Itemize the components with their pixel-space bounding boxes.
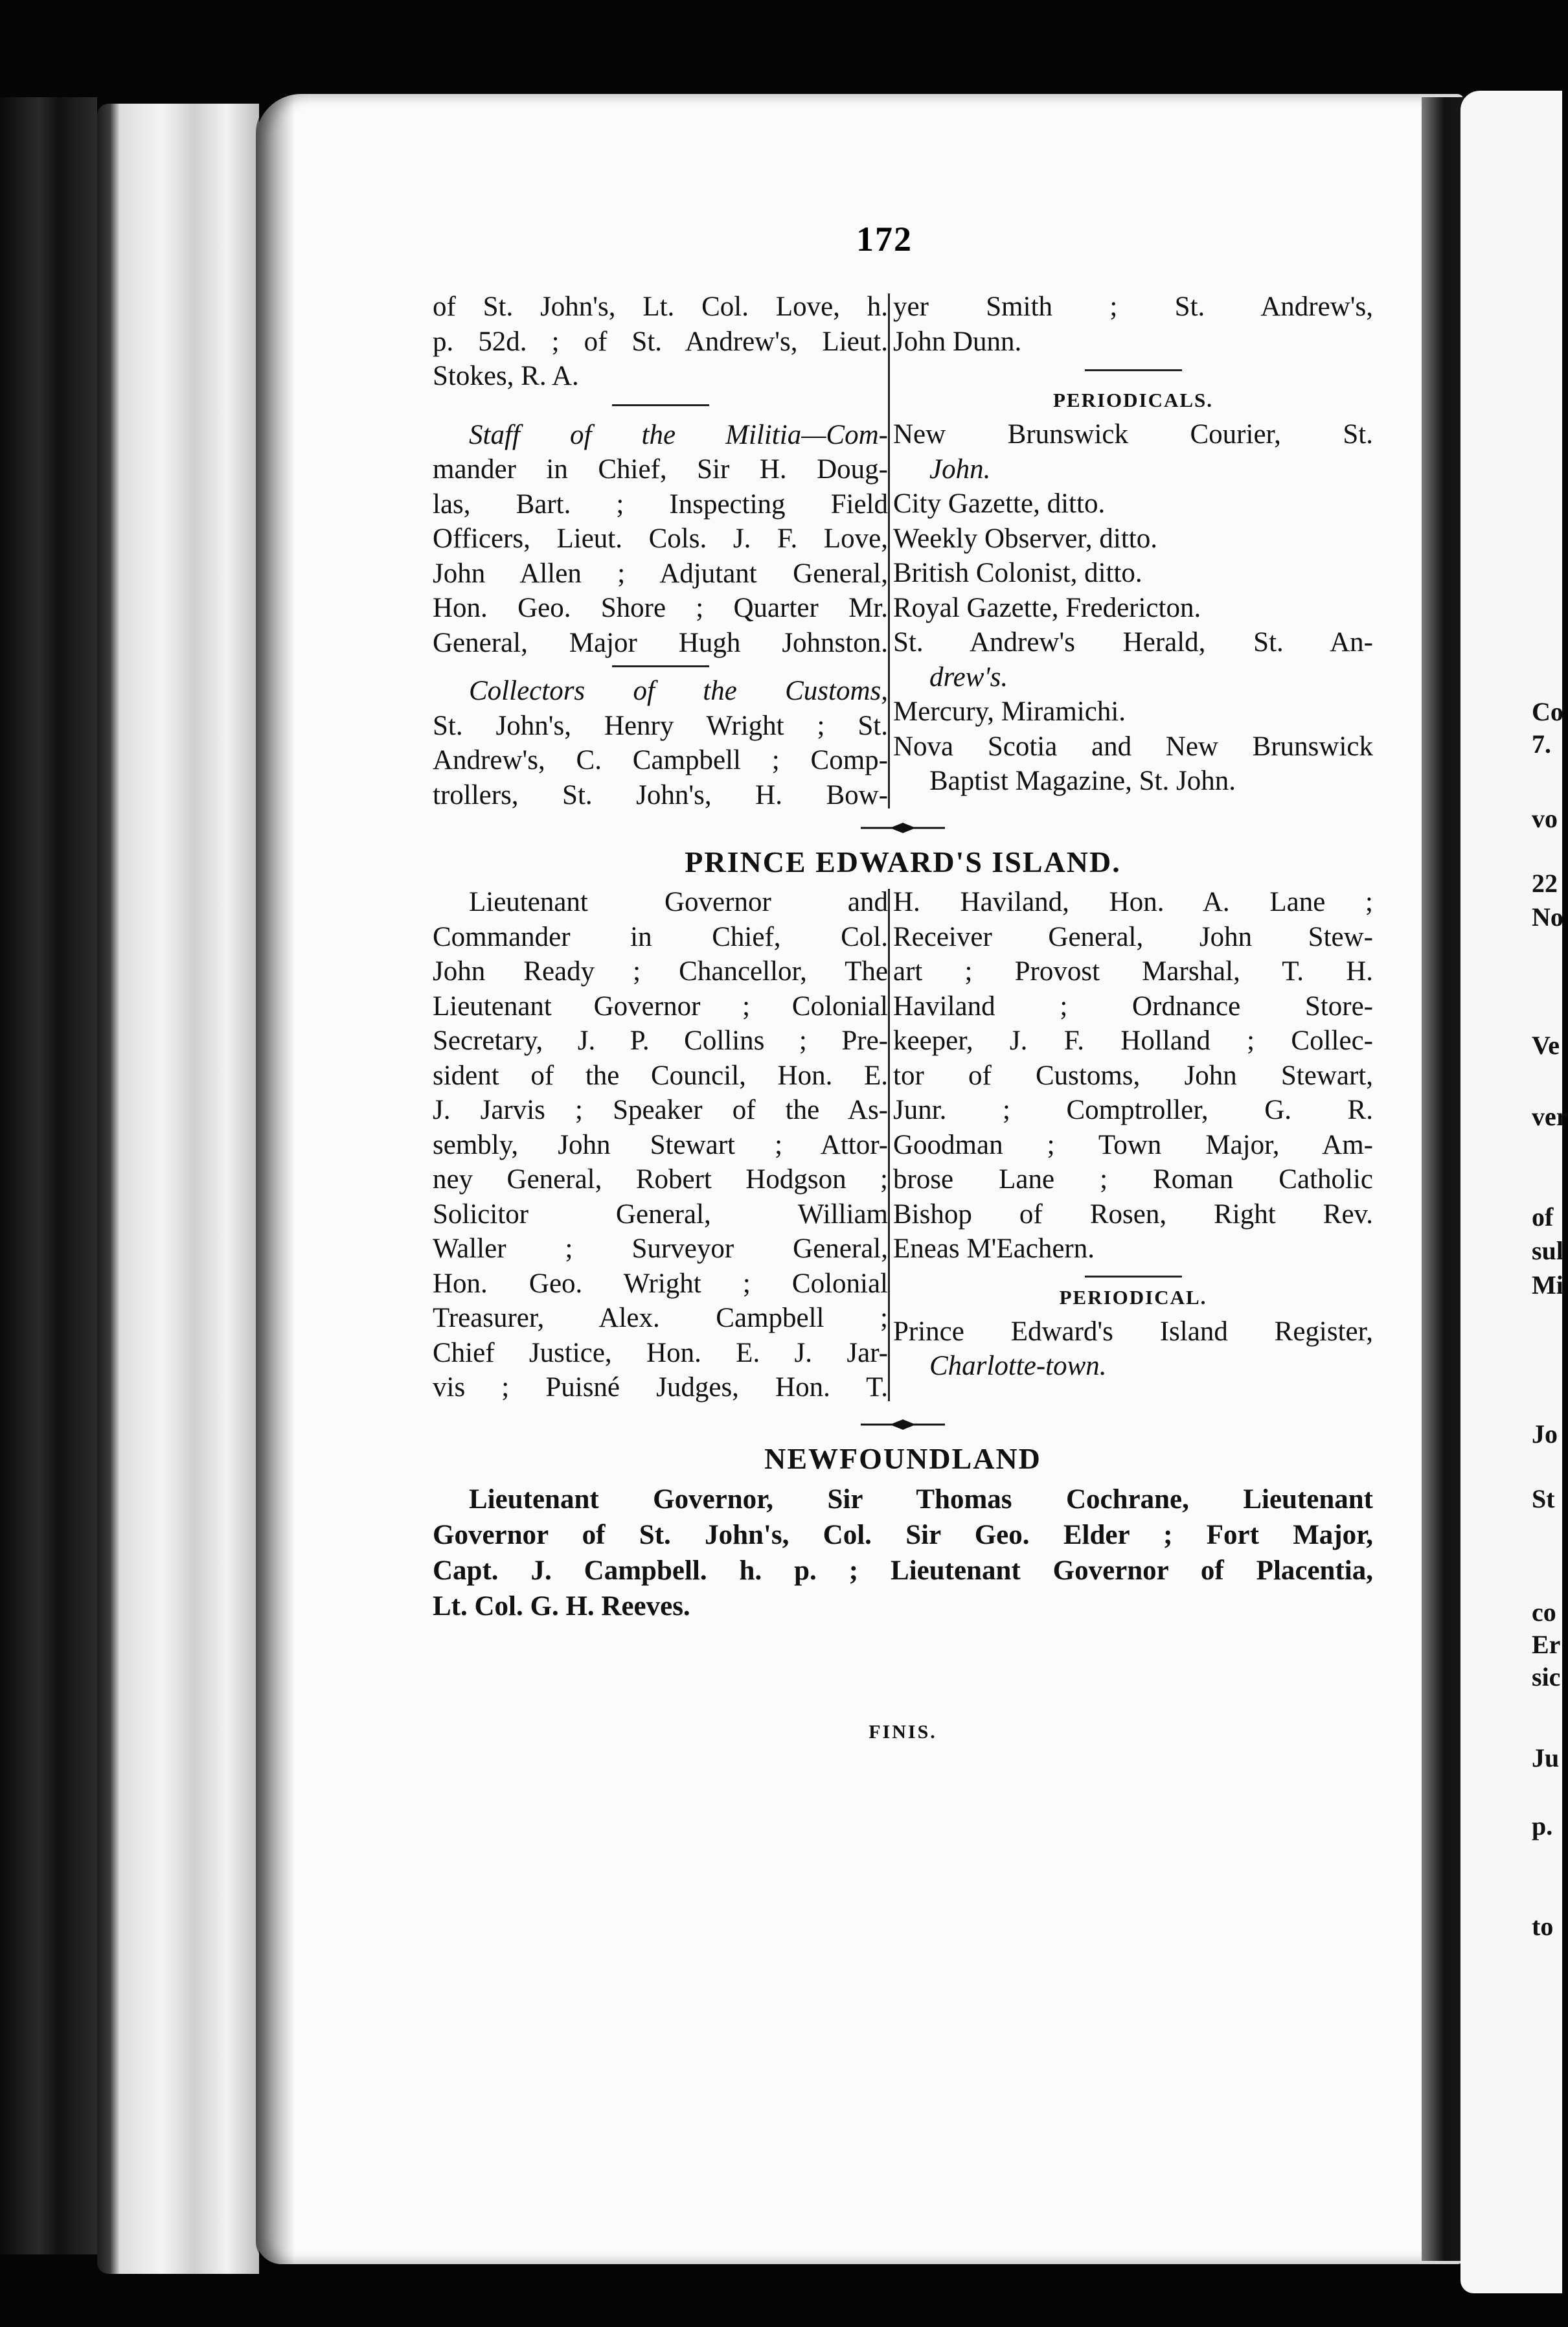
text-line: vis ; Puisné Judges, Hon. T. (433, 1372, 888, 1403)
periodical-entry: City Gazette, ditto. (893, 488, 1106, 519)
periodical-heading: PERIODICAL. (1059, 1285, 1207, 1309)
periodical-entry: Prince Edward's Island Register, (893, 1316, 1373, 1347)
text-line: Andrew's, C. Campbell ; Comp- (433, 745, 888, 775)
page-number: 172 (856, 220, 913, 258)
text-line: Receiver General, John Stew- (893, 921, 1373, 952)
periodical-entry: St. Andrew's Herald, St. An- (893, 627, 1373, 658)
page-stack-edges (97, 104, 259, 2274)
text-line: sembly, John Stewart ; Attor- (433, 1129, 888, 1160)
facing-page-fragment: Ve (1532, 1031, 1560, 1060)
facing-page-edge (1460, 91, 1568, 2293)
newfoundland-paragraph (433, 1482, 1373, 1624)
text-line: Haviland ; Ordnance Store- (893, 991, 1373, 1022)
facing-page-fragment: p. (1532, 1811, 1553, 1840)
book-spine-edge (0, 97, 97, 2254)
text-line: Secretary, J. P. Collins ; Pre- (433, 1026, 888, 1056)
periodical-entry: Weekly Observer, ditto. (893, 523, 1157, 554)
periodical-entry: British Colonist, ditto. (893, 558, 1142, 588)
text-line: Junr. ; Comptroller, G. R. (893, 1095, 1373, 1125)
facing-page-fragment: sic (1532, 1662, 1561, 1691)
text-line: Eneas M'Eachern. (893, 1233, 1095, 1264)
periodical-entry: New Brunswick Courier, St. (893, 419, 1373, 450)
periodical-entry: drew's. (929, 661, 1008, 693)
text-line: Commander in Chief, Col. (433, 921, 888, 952)
section-rule (612, 404, 709, 406)
text-line: St. John's, Henry Wright ; St. (433, 710, 888, 741)
text-line: Lieutenant Governor, Sir Thomas Cochrane, Lieutenant (469, 1484, 1373, 1515)
right-column (893, 290, 1373, 812)
text-line: Treasurer, Alex. Campbell ; (433, 1303, 888, 1333)
column-divider (888, 889, 893, 1401)
section-title-newfoundland: NEWFOUNDLAND (764, 1441, 1041, 1475)
periodicals-heading: PERIODICALS. (1052, 389, 1214, 411)
section-rule (612, 665, 709, 667)
text-line: John Allen ; Adjutant General, (433, 558, 888, 589)
pei-left-column (433, 885, 888, 1405)
periodical-entry: Mercury, Miramichi. (893, 696, 1126, 727)
finis-mark: FINIS. (869, 1721, 937, 1743)
text-line: trollers, St. John's, H. Bow- (433, 779, 888, 810)
text-line: Lt. Col. G. H. Reeves. (433, 1590, 690, 1622)
page-content (433, 214, 1373, 1743)
section-rule (1085, 369, 1182, 371)
pei-columns (433, 885, 1373, 1405)
periodical-entry: John. (929, 453, 991, 485)
new-brunswick-continuation (433, 290, 1373, 812)
facing-page-fragment: to (1532, 1912, 1554, 1941)
page-gutter-shadow (256, 94, 295, 2264)
facing-page-fragment: Co (1532, 697, 1563, 726)
text-line: art ; Provost Marshal, T. H. (893, 956, 1373, 987)
facing-page-fragment: ver (1532, 1102, 1568, 1131)
text-line: Hon. Geo. Shore ; Quarter Mr. (433, 593, 888, 623)
left-column (433, 290, 888, 812)
text-line: Stokes, R. A. (433, 361, 579, 391)
text-line: las, Bart. ; Inspecting Field (433, 488, 888, 520)
facing-page-fragment: Er (1532, 1630, 1561, 1659)
text-line: keeper, J. F. Holland ; Collec- (893, 1026, 1373, 1056)
text-line: Lieutenant Governor ; Colonial (433, 991, 888, 1022)
periodical-entry: Nova Scotia and New Brunswick (893, 731, 1373, 762)
facing-page-fragment: 22 (1532, 869, 1558, 898)
text-line: Governor of St. John's, Col. Sir Geo. Elder ; Fort Major, (433, 1519, 1373, 1550)
periodical-entry: Royal Gazette, Fredericton. (893, 592, 1201, 623)
ornament-divider (861, 820, 945, 836)
text-line: Officers, Lieut. Cols. J. F. Love, (433, 523, 888, 554)
facing-page-fragment: Mi (1532, 1270, 1563, 1300)
ornament-divider (861, 1417, 945, 1432)
section-title-pei: PRINCE EDWARD'S ISLAND. (685, 845, 1121, 878)
facing-page-fragment: co (1532, 1598, 1556, 1627)
facing-page-fragment: No (1532, 902, 1563, 932)
text-line: H. Haviland, Hon. A. Lane ; (893, 887, 1373, 917)
text-line: Hon. Geo. Wright ; Colonial (433, 1268, 888, 1299)
periodical-entry: Charlotte-town. (929, 1351, 1107, 1381)
text-line: J. Jarvis ; Speaker of the As- (433, 1095, 888, 1125)
facing-page-fragment: sul (1532, 1236, 1563, 1265)
text-line: p. 52d. ; of St. Andrew's, Lieut. (433, 326, 888, 357)
text-line: yer Smith ; St. Andrew's, (893, 292, 1373, 322)
facing-page-fragment: vo (1532, 804, 1558, 833)
facing-page-fragment: Jo (1532, 1419, 1558, 1449)
periodical-entry: Baptist Magazine, St. John. (929, 766, 1236, 796)
text-line: tor of Customs, John Stewart, (893, 1060, 1373, 1091)
text-line: Goodman ; Town Major, Am- (893, 1129, 1373, 1160)
text-line: of St. John's, Lt. Col. Love, h. (433, 292, 888, 322)
section-rule (1085, 1276, 1182, 1278)
facing-page-fragment: 7. (1532, 729, 1551, 759)
text-line: sident of the Council, Hon. E. (433, 1060, 888, 1091)
text-line: brose Lane ; Roman Catholic (893, 1164, 1373, 1195)
text-line: John Dunn. (893, 326, 1022, 357)
text-line: Chief Justice, Hon. E. J. Jar- (433, 1337, 888, 1368)
pei-right-column (893, 885, 1373, 1405)
column-divider (888, 293, 893, 808)
facing-page-fragment: St (1532, 1484, 1555, 1513)
text-line: Lieutenant Governor and (469, 887, 888, 917)
text-line: Capt. J. Campbell. h. p. ; Lieutenant Governor of Placentia, (433, 1555, 1373, 1586)
text-line: ney General, Robert Hodgson ; (433, 1164, 888, 1195)
facing-page-fragment: Ju (1532, 1743, 1560, 1772)
text-line: Solicitor General, William (433, 1198, 888, 1230)
text-line: Collectors of the Customs, (469, 676, 888, 706)
text-line: Staff of the Militia—Com- (469, 419, 888, 450)
text-line: Bishop of Rosen, Right Rev. (893, 1198, 1373, 1230)
text-line: Waller ; Surveyor General, (433, 1233, 888, 1264)
text-line: mander in Chief, Sir H. Doug- (433, 454, 888, 485)
facing-page-fragment: of (1532, 1202, 1554, 1232)
text-line: General, Major Hugh Johnston. (433, 627, 888, 658)
text-line: John Ready ; Chancellor, The (433, 956, 888, 987)
